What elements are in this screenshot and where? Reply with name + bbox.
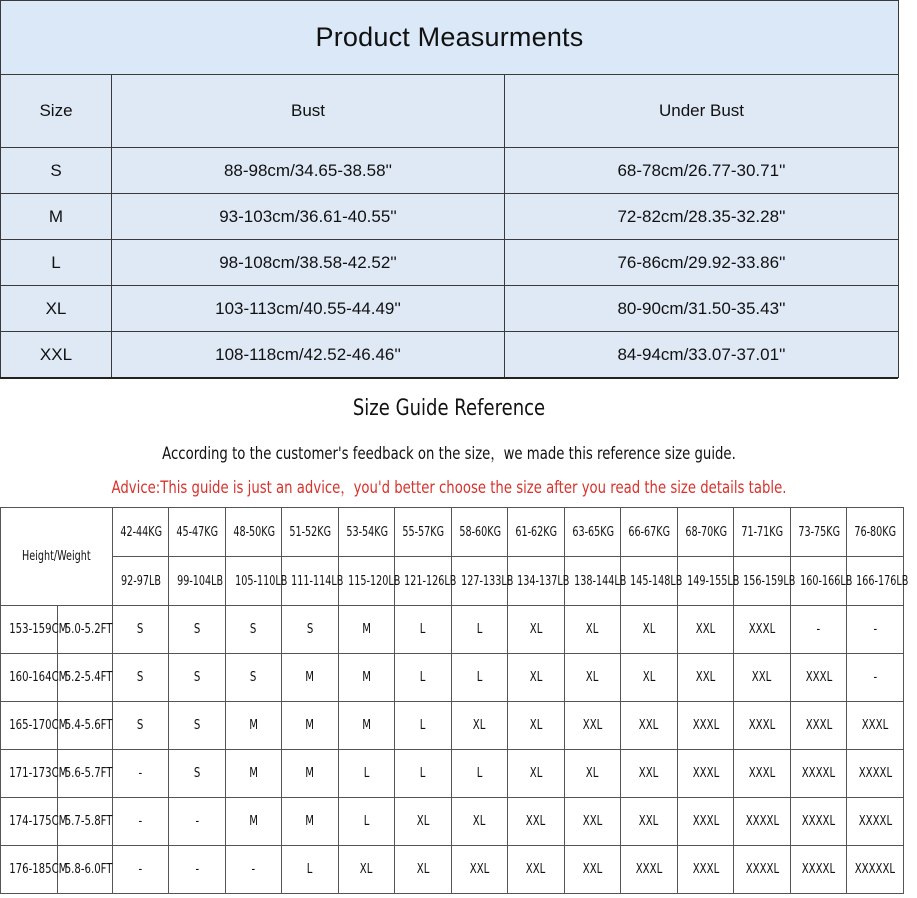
recommended-size-cell: - <box>113 798 169 846</box>
height-ft-cell: 5.0-5.2FT <box>58 606 113 654</box>
recommended-size-cell: XXL <box>508 846 565 894</box>
recommended-size-cell: L <box>452 606 508 654</box>
recommended-size-cell: M <box>226 702 282 750</box>
recommended-size-cell: XXXXL <box>791 750 847 798</box>
weight-lb-header: 105-110LB <box>226 557 282 606</box>
size-guide-row <box>1 606 904 654</box>
measurement-row <box>1 194 899 240</box>
recommended-size-cell: XL <box>565 654 621 702</box>
weight-kg-header: 42-44KG <box>113 508 169 557</box>
height-cm-cell: 176-185CM <box>1 846 58 894</box>
recommended-size-cell: XXL <box>678 606 734 654</box>
size-cell: XXL <box>1 332 112 378</box>
weight-lb-header: 160-166LB <box>791 557 847 606</box>
recommended-size-cell: XL <box>621 606 678 654</box>
weight-lb-header: 138-144LB <box>565 557 621 606</box>
recommended-size-cell: S <box>169 702 226 750</box>
recommended-size-cell: XL <box>395 798 452 846</box>
recommended-size-cell: XXXL <box>734 750 791 798</box>
recommended-size-cell: S <box>226 606 282 654</box>
recommended-size-cell: S <box>113 702 169 750</box>
recommended-size-cell: M <box>282 750 339 798</box>
recommended-size-cell: XXL <box>621 750 678 798</box>
recommended-size-cell: XXXL <box>791 702 847 750</box>
size-guide-header <box>0 377 898 507</box>
height-weight-corner: Height/Weight <box>1 508 113 606</box>
recommended-size-cell: M <box>339 606 395 654</box>
recommended-size-cell: S <box>169 750 226 798</box>
under-bust-cell: 72-82cm/28.35-32.28'' <box>505 194 899 240</box>
bust-cell: 103-113cm/40.55-44.49'' <box>112 286 505 332</box>
weight-lb-header: 145-148LB <box>621 557 678 606</box>
weight-lb-header: 115-120LB <box>339 557 395 606</box>
height-ft-cell: 5.4-5.6FT <box>58 702 113 750</box>
recommended-size-cell: XXL <box>621 702 678 750</box>
recommended-size-cell: XXXXL <box>791 798 847 846</box>
header-size: Size <box>1 75 112 148</box>
recommended-size-cell: XL <box>565 750 621 798</box>
recommended-size-cell: M <box>226 798 282 846</box>
size-cell: S <box>1 148 112 194</box>
recommended-size-cell: XL <box>395 846 452 894</box>
weight-kg-header: 71-71KG <box>734 508 791 557</box>
recommended-size-cell: L <box>395 702 452 750</box>
recommended-size-cell: S <box>113 654 169 702</box>
recommended-size-cell: - <box>847 654 904 702</box>
under-bust-cell: 84-94cm/33.07-37.01'' <box>505 332 899 378</box>
bust-cell: 98-108cm/38.58-42.52'' <box>112 240 505 286</box>
height-ft-cell: 5.7-5.8FT <box>58 798 113 846</box>
recommended-size-cell: XXXL <box>678 846 734 894</box>
recommended-size-cell: XL <box>452 702 508 750</box>
weight-lb-header: 127-133LB <box>452 557 508 606</box>
recommended-size-cell: XXXXL <box>734 798 791 846</box>
height-cm-cell: 165-170CM <box>1 702 58 750</box>
weight-kg-header: 76-80KG <box>847 508 904 557</box>
size-guide-advice: Advice:This guide is just an advice，you'd better choose the size after you read the size details table. <box>111 478 787 498</box>
under-bust-cell: 68-78cm/26.77-30.71'' <box>505 148 899 194</box>
height-cm-cell: 174-175CM <box>1 798 58 846</box>
weight-kg-header: 58-60KG <box>452 508 508 557</box>
recommended-size-cell: XXXXL <box>791 846 847 894</box>
recommended-size-cell: XXXL <box>734 606 791 654</box>
weight-kg-header: 55-57KG <box>395 508 452 557</box>
recommended-size-cell: XXXL <box>621 846 678 894</box>
recommended-size-cell: L <box>339 798 395 846</box>
weight-lb-header: 121-126LB <box>395 557 452 606</box>
height-cm-cell: 160-164CM <box>1 654 58 702</box>
recommended-size-cell: XXXL <box>678 750 734 798</box>
recommended-size-cell: XXL <box>508 798 565 846</box>
size-guide-row <box>1 654 904 702</box>
size-cell: XL <box>1 286 112 332</box>
size-cell: L <box>1 240 112 286</box>
recommended-size-cell: XXL <box>565 798 621 846</box>
size-guide-row <box>1 702 904 750</box>
measurements-title: Product Measurments <box>1 1 899 75</box>
recommended-size-cell: L <box>452 654 508 702</box>
recommended-size-cell: XL <box>508 606 565 654</box>
weight-lb-header: 166-176LB <box>847 557 904 606</box>
weight-kg-header: 45-47KG <box>169 508 226 557</box>
recommended-size-cell: XXL <box>565 702 621 750</box>
measurement-row <box>1 332 899 378</box>
recommended-size-cell: XXL <box>565 846 621 894</box>
size-guide-title: Size Guide Reference <box>352 396 546 421</box>
recommended-size-cell: - <box>113 750 169 798</box>
weight-kg-header: 68-70KG <box>678 508 734 557</box>
weight-lb-header: 134-137LB <box>508 557 565 606</box>
recommended-size-cell: S <box>282 606 339 654</box>
recommended-size-cell: XL <box>339 846 395 894</box>
measurement-row <box>1 240 899 286</box>
size-cell: M <box>1 194 112 240</box>
weight-kg-header: 73-75KG <box>791 508 847 557</box>
recommended-size-cell: S <box>169 654 226 702</box>
recommended-size-cell: L <box>395 654 452 702</box>
size-guide-row <box>1 750 904 798</box>
recommended-size-cell: XXXXL <box>847 750 904 798</box>
recommended-size-cell: - <box>847 606 904 654</box>
size-guide-row <box>1 846 904 894</box>
measurement-row <box>1 286 899 332</box>
weight-lb-header: 111-114LB <box>282 557 339 606</box>
recommended-size-cell: S <box>169 606 226 654</box>
weight-kg-header: 63-65KG <box>565 508 621 557</box>
recommended-size-cell: XXXL <box>678 702 734 750</box>
recommended-size-cell: L <box>452 750 508 798</box>
height-ft-cell: 5.8-6.0FT <box>58 846 113 894</box>
height-ft-cell: 5.6-5.7FT <box>58 750 113 798</box>
recommended-size-cell: XL <box>508 654 565 702</box>
recommended-size-cell: XXL <box>621 798 678 846</box>
under-bust-cell: 80-90cm/31.50-35.43'' <box>505 286 899 332</box>
header-under-bust: Under Bust <box>505 75 899 148</box>
recommended-size-cell: XXXXL <box>847 798 904 846</box>
recommended-size-cell: M <box>282 798 339 846</box>
recommended-size-cell: XXXL <box>791 654 847 702</box>
recommended-size-cell: XL <box>621 654 678 702</box>
recommended-size-cell: M <box>339 654 395 702</box>
under-bust-cell: 76-86cm/29.92-33.86'' <box>505 240 899 286</box>
weight-kg-header: 51-52KG <box>282 508 339 557</box>
size-guide-table <box>0 507 909 894</box>
recommended-size-cell: L <box>282 846 339 894</box>
height-cm-cell: 171-173CM <box>1 750 58 798</box>
weight-lb-header: 99-104LB <box>169 557 226 606</box>
recommended-size-cell: XL <box>508 750 565 798</box>
height-ft-cell: 5.2-5.4FT <box>58 654 113 702</box>
height-cm-cell: 153-159CM <box>1 606 58 654</box>
bust-cell: 93-103cm/36.61-40.55'' <box>112 194 505 240</box>
recommended-size-cell: XXXXL <box>734 846 791 894</box>
recommended-size-cell: M <box>282 654 339 702</box>
recommended-size-cell: XXL <box>678 654 734 702</box>
bust-cell: 88-98cm/34.65-38.58'' <box>112 148 505 194</box>
recommended-size-cell: XL <box>508 702 565 750</box>
recommended-size-cell: - <box>113 846 169 894</box>
weight-kg-header: 48-50KG <box>226 508 282 557</box>
weight-kg-header: 53-54KG <box>339 508 395 557</box>
weight-lb-header: 92-97LB <box>113 557 169 606</box>
recommended-size-cell: XL <box>452 798 508 846</box>
bust-cell: 108-118cm/42.52-46.46'' <box>112 332 505 378</box>
recommended-size-cell: S <box>113 606 169 654</box>
weight-lb-header: 156-159LB <box>734 557 791 606</box>
recommended-size-cell: - <box>226 846 282 894</box>
measurement-row <box>1 148 899 194</box>
weight-lb-header: 149-155LB <box>678 557 734 606</box>
recommended-size-cell: M <box>339 702 395 750</box>
recommended-size-cell: XXXL <box>847 702 904 750</box>
weight-kg-header: 66-67KG <box>621 508 678 557</box>
recommended-size-cell: M <box>226 750 282 798</box>
recommended-size-cell: L <box>395 606 452 654</box>
recommended-size-cell: - <box>169 798 226 846</box>
recommended-size-cell: S <box>226 654 282 702</box>
size-guide-row <box>1 798 904 846</box>
recommended-size-cell: XXL <box>734 654 791 702</box>
recommended-size-cell: XXXL <box>678 798 734 846</box>
weight-kg-header: 61-62KG <box>508 508 565 557</box>
header-bust: Bust <box>112 75 505 148</box>
recommended-size-cell: XXXL <box>734 702 791 750</box>
recommended-size-cell: L <box>339 750 395 798</box>
recommended-size-cell: - <box>169 846 226 894</box>
product-measurements-table <box>0 0 899 378</box>
recommended-size-cell: XXL <box>452 846 508 894</box>
recommended-size-cell: L <box>395 750 452 798</box>
size-guide-subtitle: According to the customer's feedback on the size，we made this reference size guide. <box>162 444 736 464</box>
recommended-size-cell: - <box>791 606 847 654</box>
recommended-size-cell: M <box>282 702 339 750</box>
recommended-size-cell: XXXXXL <box>847 846 904 894</box>
recommended-size-cell: XL <box>565 606 621 654</box>
